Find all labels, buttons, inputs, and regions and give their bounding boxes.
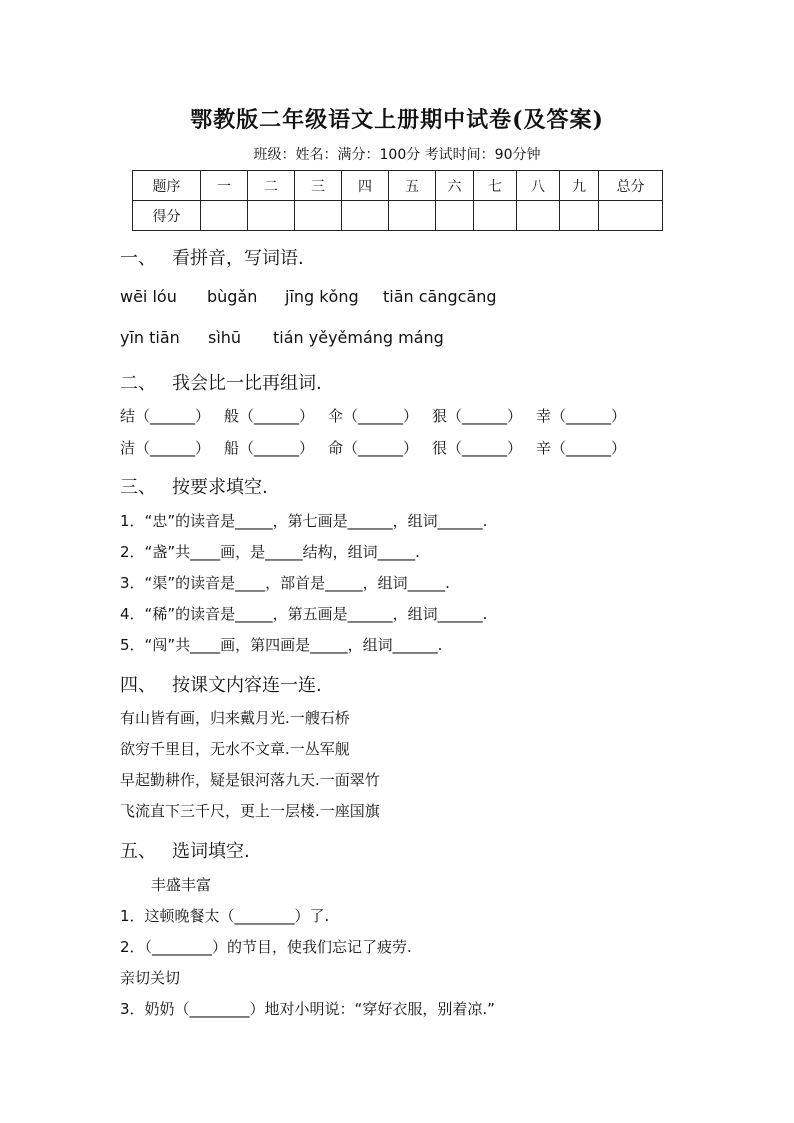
section-heading	[120, 837, 250, 863]
match-line: 早起勤耕作，疑是银河落九天.一面翠竹	[120, 771, 380, 789]
compare-item[interactable]: 般（______）	[224, 407, 315, 425]
word-choices: 亲切关切	[120, 969, 181, 987]
compare-item[interactable]: 洁（______）	[120, 439, 211, 457]
compare-item[interactable]: 命（______）	[328, 439, 419, 457]
compare-item[interactable]: 幸（______）	[536, 407, 627, 425]
compare-item[interactable]: 船（______）	[224, 439, 315, 457]
score-row-label: 得分	[133, 201, 201, 231]
compare-item[interactable]: 辛（______）	[536, 439, 627, 457]
score-cell[interactable]	[248, 201, 295, 231]
score-header-row	[133, 171, 663, 201]
page-title: 鄂教版二年级语文上册期中试卷(及答案)	[190, 107, 604, 133]
section-title: 按要求填空.	[172, 477, 268, 498]
fill-item[interactable]: 4．“稀”的读音是_____，第五画是______，组词______.	[120, 605, 488, 623]
section-number: 二、	[120, 373, 156, 394]
score-cell[interactable]	[342, 201, 389, 231]
score-cell[interactable]	[560, 201, 599, 231]
header-cell: 九	[560, 171, 599, 201]
section-number: 四、	[120, 675, 156, 696]
header-cell: 一	[201, 171, 248, 201]
section-title: 按课文内容连一连.	[172, 675, 322, 696]
score-cell[interactable]	[474, 201, 517, 231]
header-cell: 三	[295, 171, 342, 201]
header-cell: 七	[474, 171, 517, 201]
pinyin-item: jīng kǒng	[285, 287, 359, 306]
pinyin-item: sìhū	[208, 328, 242, 347]
score-cell[interactable]	[517, 201, 560, 231]
score-cell[interactable]	[436, 201, 474, 231]
score-cell[interactable]	[201, 201, 248, 231]
section-number: 三、	[120, 477, 156, 498]
word-choices: 丰盛丰富	[151, 876, 212, 894]
score-cell[interactable]	[599, 201, 663, 231]
compare-item[interactable]: 很（______）	[432, 439, 523, 457]
compare-item[interactable]: 结（______）	[120, 407, 211, 425]
header-cell: 五	[389, 171, 436, 201]
pinyin-item: tián yěyěmáng máng	[273, 328, 444, 347]
pinyin-item: wēi lóu	[120, 287, 177, 306]
choose-question[interactable]: 1．这顿晚餐太（________）了.	[120, 907, 330, 925]
compare-item[interactable]: 伞（______）	[328, 407, 419, 425]
section-heading	[120, 671, 322, 697]
choose-question[interactable]: 2．（________）的节目，使我们忘记了疲劳.	[120, 938, 412, 956]
fill-item[interactable]: 1．“忠”的读音是_____，第七画是______，组词______.	[120, 512, 488, 530]
header-cell: 六	[436, 171, 474, 201]
section-title: 看拼音，写词语.	[172, 248, 304, 269]
match-line: 有山皆有画，归来戴月光.一艘石桥	[120, 709, 350, 727]
compare-row	[120, 437, 640, 458]
fill-item[interactable]: 5．“闯”共____画，第四画是_____，组词______.	[120, 636, 443, 654]
section-number: 五、	[120, 841, 156, 862]
section-title: 我会比一比再组词.	[172, 373, 322, 394]
score-cell[interactable]	[389, 201, 436, 231]
header-cell: 四	[342, 171, 389, 201]
pinyin-item: bùgǎn	[207, 287, 258, 306]
compare-item[interactable]: 狠（______）	[432, 407, 523, 425]
score-cell[interactable]	[295, 201, 342, 231]
section-title: 选词填空.	[172, 841, 250, 862]
header-cell: 二	[248, 171, 295, 201]
score-row	[133, 201, 663, 231]
section-number: 一、	[120, 248, 156, 269]
choose-question[interactable]: 3．奶奶（________）地对小明说：“穿好衣服，别着凉.”	[120, 1000, 495, 1018]
pinyin-item: tiān cāngcāng	[383, 287, 497, 306]
header-cell: 总分	[599, 171, 663, 201]
exam-info: 班级：姓名：满分：100分 考试时间：90分钟	[253, 147, 541, 163]
header-cell: 八	[517, 171, 560, 201]
section-heading	[120, 473, 268, 499]
fill-item[interactable]: 2．“盏”共____画，是_____结构，组词_____.	[120, 543, 420, 561]
section-heading	[120, 369, 322, 395]
score-table	[132, 170, 663, 231]
header-cell: 题序	[133, 171, 201, 201]
match-line: 欲穷千里目，无水不文章.一丛军舰	[120, 740, 350, 758]
compare-row	[120, 405, 640, 426]
match-line: 飞流直下三千尺，更上一层楼.一座国旗	[120, 802, 380, 820]
fill-item[interactable]: 3．“渠”的读音是____，部首是_____，组词_____.	[120, 574, 450, 592]
pinyin-item: yīn tiān	[120, 328, 180, 347]
section-heading	[120, 244, 304, 270]
